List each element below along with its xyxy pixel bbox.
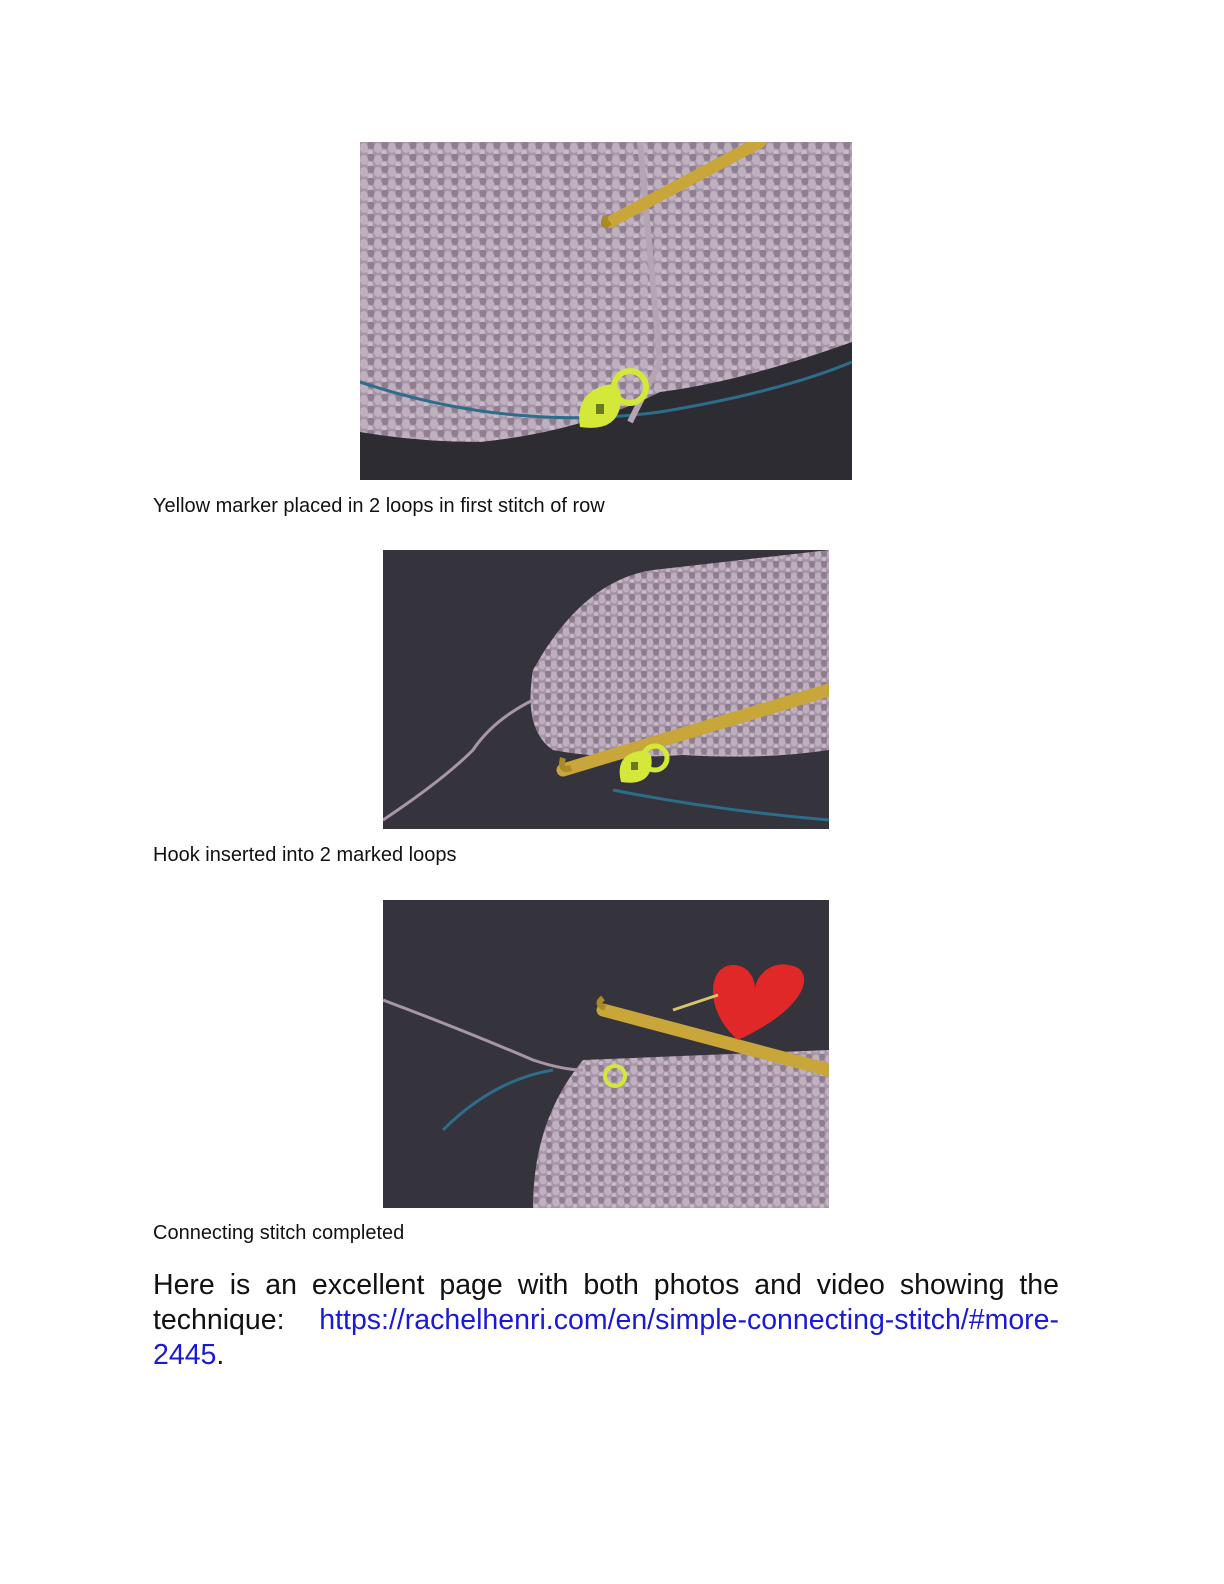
knitting-photo-1: [360, 142, 852, 480]
photo-hook-inserted: [383, 550, 829, 829]
body-paragraph: [153, 1268, 1059, 1373]
paragraph-period: .: [216, 1339, 225, 1371]
paragraph-text: Here is an excellent page with both photos and video showing the technique:: [153, 1269, 1059, 1336]
tutorial-link[interactable]: https://rachelhenri.com/en/simple-connecting-stitch/#more-2445: [153, 1304, 1059, 1371]
caption-yellow-marker: Yellow marker placed in 2 loops in first stitch of row: [153, 495, 605, 517]
photo-yellow-marker: [360, 142, 852, 480]
caption-connecting-stitch: Connecting stitch completed: [153, 1222, 405, 1244]
caption-hook-inserted: Hook inserted into 2 marked loops: [153, 844, 457, 866]
photo-connecting-stitch: [383, 900, 829, 1208]
knitting-photo-3: [383, 900, 829, 1208]
knitting-photo-2: [383, 550, 829, 829]
